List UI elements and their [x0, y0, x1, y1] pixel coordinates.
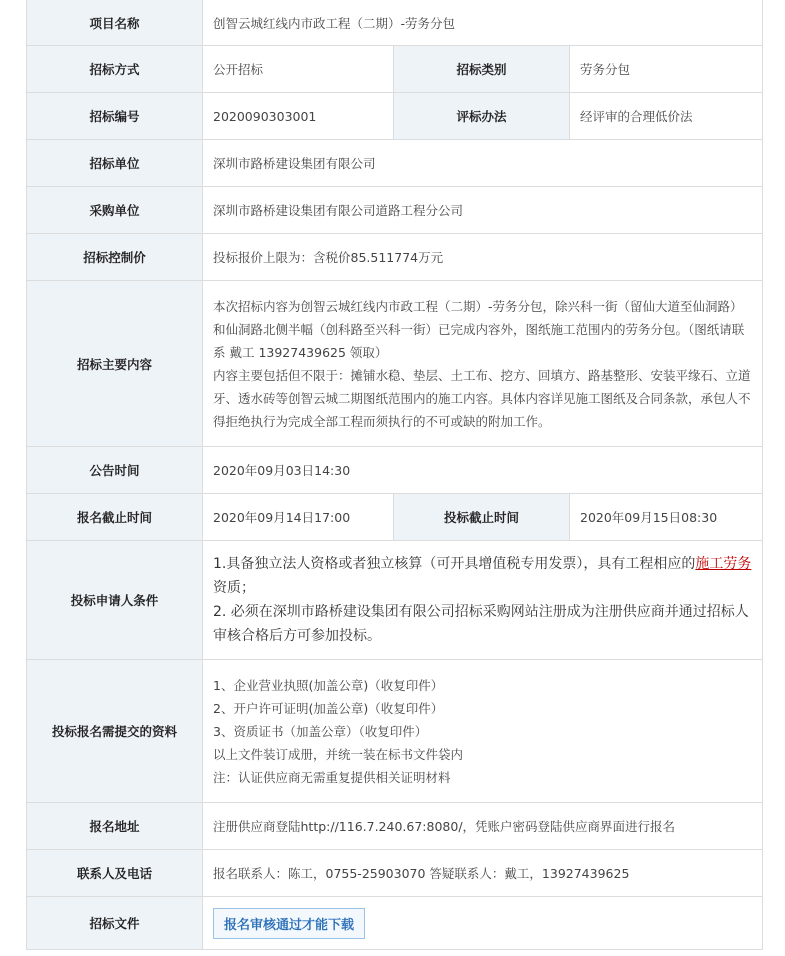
main-content-paragraph-2: 内容主要包括但不限于：摊铺水稳、垫层、土工布、挖方、回填方、路基整形、安装平缘石、立道牙、透水砖等创智云城二期图纸范围内的施工内容。具体内容详见施工图纸及合同条款，承包人不得拒绝执行为完成全部工程而须执行的不可或缺的附加工作。 [213, 367, 751, 429]
label-bid-category: 招标类别 [394, 46, 570, 93]
row-bid-unit [27, 140, 763, 187]
label-bid-file: 招标文件 [27, 897, 203, 950]
value-project-name: 创智云城红线内市政工程（二期）-劳务分包 [203, 0, 763, 46]
label-bid-deadline: 投标截止时间 [394, 494, 570, 541]
row-documents [27, 660, 763, 803]
label-conditions: 投标申请人条件 [27, 541, 203, 660]
label-announce-time: 公告时间 [27, 447, 203, 494]
row-announce-time [27, 447, 763, 494]
value-bid-unit: 深圳市路桥建设集团有限公司 [203, 140, 763, 187]
value-bid-category: 劳务分包 [570, 46, 763, 93]
value-signup-deadline: 2020年09月14日17:00 [203, 494, 394, 541]
condition-1-text: 1.具备独立法人资格或者独立核算（可开具增值税专用发票），具有工程相应的 [213, 556, 696, 572]
value-eval-method: 经评审的合理低价法 [570, 93, 763, 140]
value-documents [203, 660, 763, 803]
document-item: 2、开户许可证明(加盖公章)（收复印件） [213, 700, 444, 716]
row-control-price [27, 234, 763, 281]
row-signup-address [27, 803, 763, 850]
row-bid-method [27, 46, 763, 93]
value-bid-method: 公开招标 [203, 46, 394, 93]
value-contact: 报名联系人：陈工，0755-25903070 答疑联系人：戴工，13927439625 [203, 850, 763, 897]
bid-info-table [26, 0, 763, 950]
condition-1-suffix: 资质； [213, 580, 255, 596]
label-bid-method: 招标方式 [27, 46, 203, 93]
label-signup-address: 报名地址 [27, 803, 203, 850]
main-content-paragraph-1: 本次招标内容为创智云城红线内市政工程（二期）-劳务分包，除兴科一街（留仙大道至仙洞路）和仙洞路北侧半幅（创科路至兴科一街）已完成内容外，图纸施工范围内的劳务分包。（图纸请联系 戴工 13927439625 领取） [213, 298, 745, 360]
download-bid-file-button[interactable]: 报名审核通过才能下载 [213, 908, 365, 939]
label-control-price: 招标控制价 [27, 234, 203, 281]
label-project-name: 项目名称 [27, 0, 203, 46]
row-conditions [27, 541, 763, 660]
label-purchase-unit: 采购单位 [27, 187, 203, 234]
document-item: 注：认证供应商无需重复提供相关证明材料 [213, 769, 451, 785]
document-item: 以上文件装订成册，并统一装在标书文件袋内 [213, 746, 464, 762]
row-purchase-unit [27, 187, 763, 234]
label-documents: 投标报名需提交的资料 [27, 660, 203, 803]
value-main-content [203, 281, 763, 447]
condition-1 [213, 552, 752, 600]
condition-2: 2. 必须在深圳市路桥建设集团有限公司招标采购网站注册成为注册供应商并通过招标人审核合格后方可参加投标。 [213, 604, 749, 644]
value-bid-number: 2020090303001 [203, 93, 394, 140]
value-control-price: 投标报价上限为：含税价85.511774万元 [203, 234, 763, 281]
row-main-content [27, 281, 763, 447]
bid-info-panel [26, 0, 762, 950]
document-item: 1、企业营业执照(加盖公章)（收复印件） [213, 677, 444, 693]
row-bid-file [27, 897, 763, 950]
construction-labor-link[interactable]: 施工劳务 [695, 556, 752, 572]
row-contact [27, 850, 763, 897]
label-eval-method: 评标办法 [394, 93, 570, 140]
document-item: 3、资质证书（加盖公章）（收复印件） [213, 723, 428, 739]
label-contact: 联系人及电话 [27, 850, 203, 897]
row-bid-number [27, 93, 763, 140]
value-conditions [203, 541, 763, 660]
value-bid-deadline: 2020年09月15日08:30 [570, 494, 763, 541]
label-bid-unit: 招标单位 [27, 140, 203, 187]
row-signup-deadline [27, 494, 763, 541]
value-purchase-unit: 深圳市路桥建设集团有限公司道路工程分公司 [203, 187, 763, 234]
value-announce-time: 2020年09月03日14:30 [203, 447, 763, 494]
row-project-name [27, 0, 763, 46]
value-signup-address: 注册供应商登陆http://116.7.240.67:8080/，凭账户密码登陆供应商界面进行报名 [203, 803, 763, 850]
label-main-content: 招标主要内容 [27, 281, 203, 447]
label-signup-deadline: 报名截止时间 [27, 494, 203, 541]
value-bid-file [203, 897, 763, 950]
label-bid-number: 招标编号 [27, 93, 203, 140]
